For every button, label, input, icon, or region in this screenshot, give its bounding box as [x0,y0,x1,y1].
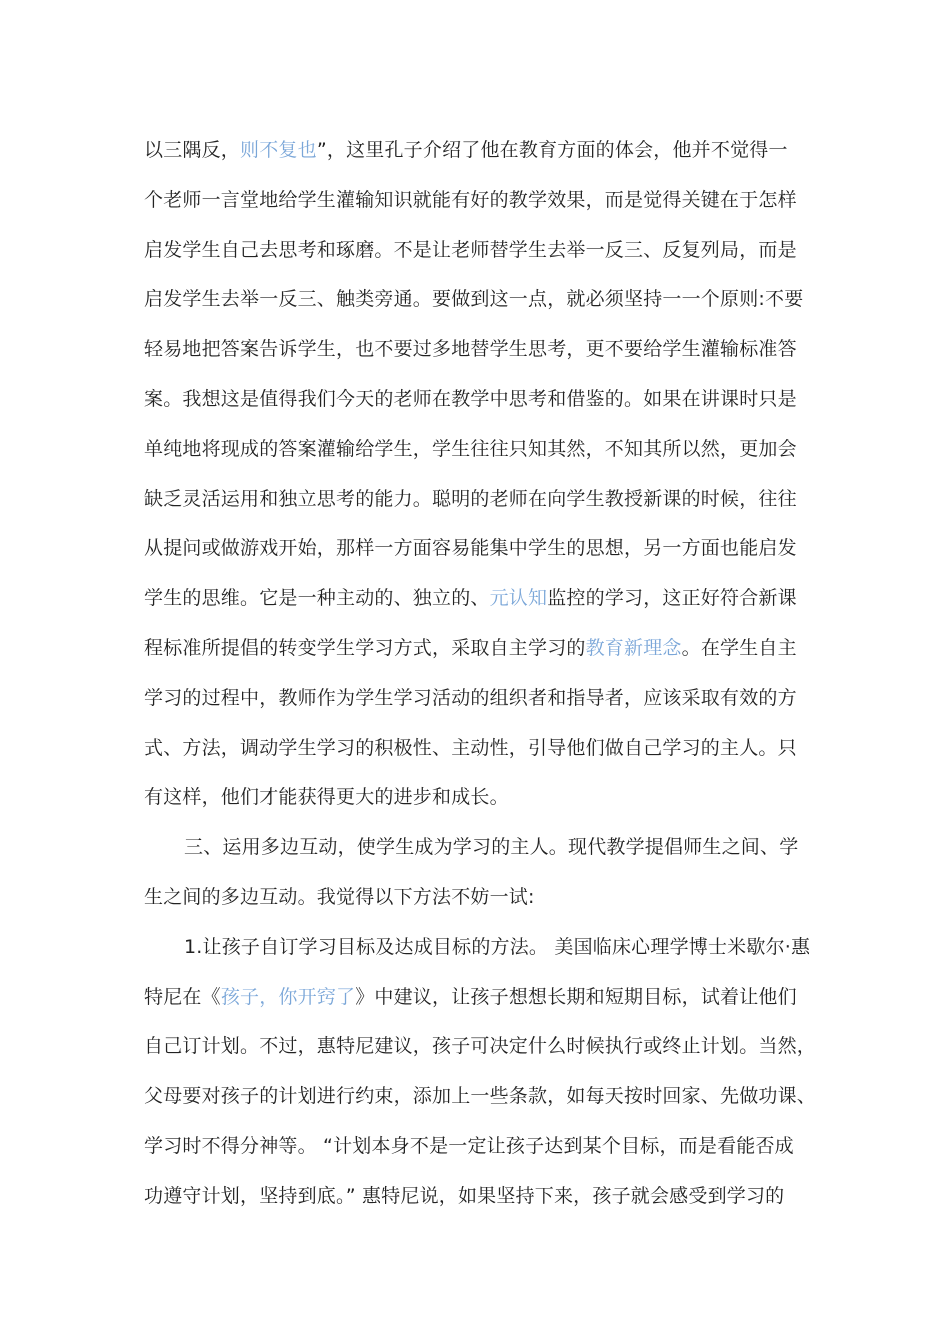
text-line [144,624,816,674]
text-line [144,674,816,724]
paragraph-first-line [144,923,816,973]
text-run: 启发学生自己去思考和琢磨。不是让老师替学生去举一反三、反复列局，而是 [144,238,797,261]
text-run: 学生的思维。它是一种主动的、独立的、 [144,587,490,610]
text-line [144,1172,816,1222]
text-run: 个老师一言堂地给学生灌输知识就能有好的教学效果，而是觉得关键在于怎样 [144,188,797,211]
text-run: 父母要对孩子的计划进行约束，添加上一些条款，如每天按时回家、先做功课、 [144,1085,817,1108]
text-line [144,176,816,226]
text-run: 生之间的多边互动。我觉得以下方法不妨一试: [144,885,535,908]
text-line [144,126,816,176]
text-link[interactable]: 教育新理念 [585,636,682,659]
text-run: 学习的过程中，教师作为学生学习活动的组织者和指导者，应该采取有效的方 [144,686,797,709]
document-body [144,126,816,1222]
text-line [144,524,816,574]
text-run: 自己订计划。不过，惠特尼建议，孩子可决定什么时候执行或终止计划。当然， [144,1035,817,1058]
text-run: 启发学生去举一反三、触类旁通。要做到这一点，就必须坚持一一个原则:不要 [144,288,804,311]
text-line [144,226,816,276]
text-link[interactable]: 则不复也 [240,139,317,161]
text-run: 程标准所提倡的转变学生学习方式，采取自主学习的 [144,636,586,659]
text-run: 缺乏灵活运用和独立思考的能力。聪明的老师在向学生教授新课的时候，往往 [144,487,797,510]
text-run: 监控的学习，这正好符合新课 [547,587,797,610]
text-run: 学习时不得分神等。 “计划本身不是一定让孩子达到某个目标，而是看能否成 [144,1134,794,1157]
text-run: 特尼在《 [144,985,221,1008]
text-run: 1.让孩子自订学习目标及达成目标的方法。 美国临床心理学博士米歇尔·惠 [184,935,811,958]
text-run: 从提问或做游戏开始，那样一方面容易能集中学生的思想，另一方面也能启发 [144,537,797,560]
text-run: ”，这里孔子介绍了他在教育方面的体会，他并不觉得一 [316,139,788,161]
text-line [144,325,816,375]
text-line [144,1022,816,1072]
text-run: 以三隅反， [144,139,241,161]
text-line [144,1072,816,1122]
text-link[interactable]: 孩子，你开窍了 [220,985,356,1008]
text-run: 案。我想这是值得我们今天的老师在教学中思考和借鉴的。如果在讲课时只是 [144,387,797,410]
paragraph-first-line [144,823,816,873]
text-run: 》中建议，让孩子想想长期和短期目标，试着让他们 [355,985,797,1008]
text-run: 轻易地把答案告诉学生，也不要过多地替学生思考，更不要给学生灌输标准答 [144,338,797,361]
text-run: 有这样，他们才能获得更大的进步和成长。 [144,786,509,809]
text-run: 单纯地将现成的答案灌输给学生，学生往往只知其然，不知其所以然，更加会 [144,437,797,460]
text-line [144,773,816,823]
text-run: 功遵守计划，坚持到底。” 惠特尼说，如果坚持下来，孩子就会感受到学习的 [144,1184,785,1207]
text-link[interactable]: 元认知 [489,587,548,610]
text-line [144,475,816,525]
text-line [144,275,816,325]
text-line [144,973,816,1023]
text-line [144,1122,816,1172]
text-line [144,724,816,774]
text-line [144,873,816,923]
text-run: 。在学生自主 [681,636,797,659]
text-line [144,375,816,425]
text-line [144,425,816,475]
text-run: 式、方法，调动学生学习的积极性、主动性，引导他们做自己学习的主人。只 [144,736,797,759]
text-line [144,574,816,624]
text-run: 三、运用多边互动，使学生成为学习的主人。现代教学提倡师生之间、学 [184,836,799,859]
